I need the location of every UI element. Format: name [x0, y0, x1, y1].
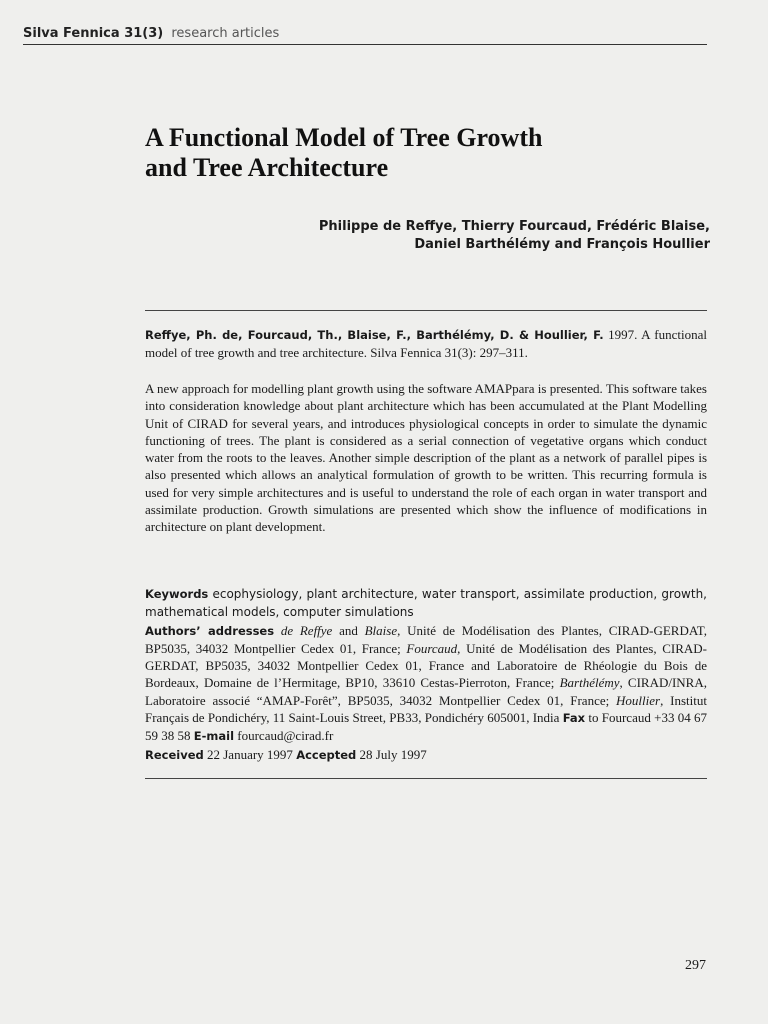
address-text-5: , Institut Français de Pondichéry, 11 Saint-Louis Street, PB33, Pondichéry 605001, India	[145, 692, 707, 726]
keywords-text: ecophysiology, plant architecture, water transport, assimilate production, growth, mathematical models, computer simulations	[145, 587, 707, 620]
accepted-date: 28 July 1997	[356, 746, 427, 762]
fax-number: to Fourcaud +33 04 67 59 38 58	[145, 710, 707, 744]
email-label: E-mail	[193, 729, 235, 744]
section-rule	[145, 310, 707, 311]
address-author-1: de Reffye	[280, 622, 333, 638]
abstract-text: A new approach for modelling plant growth using the software AMAPpara is presented. This software takes into consideration knowledge about plant architecture which has been accumulated at the Plant Modelling Unit of CIRAD for several years, and introduces physiological concepts in order to simulate the dynamic functioning of trees. The plant is considered as a serial connection of vegetative organs which conduct water from the roots to the leaves. Another simple description of the plant as a network of parallel pipes is also presented which allows an analytical formulation of growth to be written. This recurring formula is used for very simple architectures and is useful to understand the role of each organ in water transport and assimilate production. Growth simulations are presented which show the influence of modifications in architecture on plant development.	[145, 381, 707, 535]
addresses-label: Authors’ addresses	[145, 623, 275, 638]
paper-title	[145, 123, 665, 183]
address-author-5: Houllier	[616, 692, 661, 708]
address-text-3: , Unité de Modélisation des Plantes, CIRAD-GERDAT, BP5035, 34032 Montpellier Cedex 01, France and Laboratoire de Rhéologie du Bois de Bordeaux, Domaine de l’Hermitage, BP10, 33610 Cestas-Pierroton, France;	[145, 640, 707, 691]
citation-authors: Reffye, Ph. de, Fourcaud, Th., Blaise, F., Barthélémy, D. & Houllier, F.	[145, 328, 604, 342]
title-line-2: and Tree Architecture	[145, 153, 389, 182]
author-list	[319, 218, 710, 254]
address-author-2: Blaise	[364, 622, 398, 638]
journal-name: Silva Fennica 31(3)	[23, 26, 164, 41]
address-author-3: Fourcaud	[406, 640, 458, 656]
address-author-4: Barthélémy	[559, 675, 620, 691]
metadata	[145, 585, 707, 764]
keywords-label: Keywords	[145, 587, 209, 601]
running-header	[23, 26, 707, 45]
authors-line-2: Daniel Barthélémy and François Houllier	[414, 237, 710, 252]
fax-label: Fax	[562, 711, 586, 726]
address-text-4: , CIRAD/INRA, Laboratoire associé “AMAP-Forêt”, BP5035, 34032 Montpellier Cedex 01, France;	[145, 675, 707, 708]
citation-text: 1997. A functional model of tree growth and tree architecture. Silva Fennica 31(3): 297–311.	[145, 327, 707, 361]
accepted-label: Accepted	[296, 747, 357, 762]
authors-line-1: Philippe de Reffye, Thierry Fourcaud, Frédéric Blaise,	[318, 219, 710, 234]
bottom-rule	[145, 778, 707, 779]
page-number: 297	[685, 958, 706, 973]
received-label: Received	[145, 747, 204, 762]
address-text-2: , Unité de Modélisation des Plantes, CIRAD-GERDAT, BP5035, 34032 Montpellier Cedex 01, France;	[145, 622, 708, 656]
received-date: 22 January 1997	[203, 746, 297, 762]
email-address: fourcaud@cirad.fr	[234, 728, 334, 744]
citation	[145, 326, 707, 362]
section-label: research articles	[171, 26, 280, 41]
address-text-1: and	[332, 622, 365, 638]
title-line-1: A Functional Model of Tree Growth	[145, 123, 543, 152]
abstract	[145, 380, 707, 536]
